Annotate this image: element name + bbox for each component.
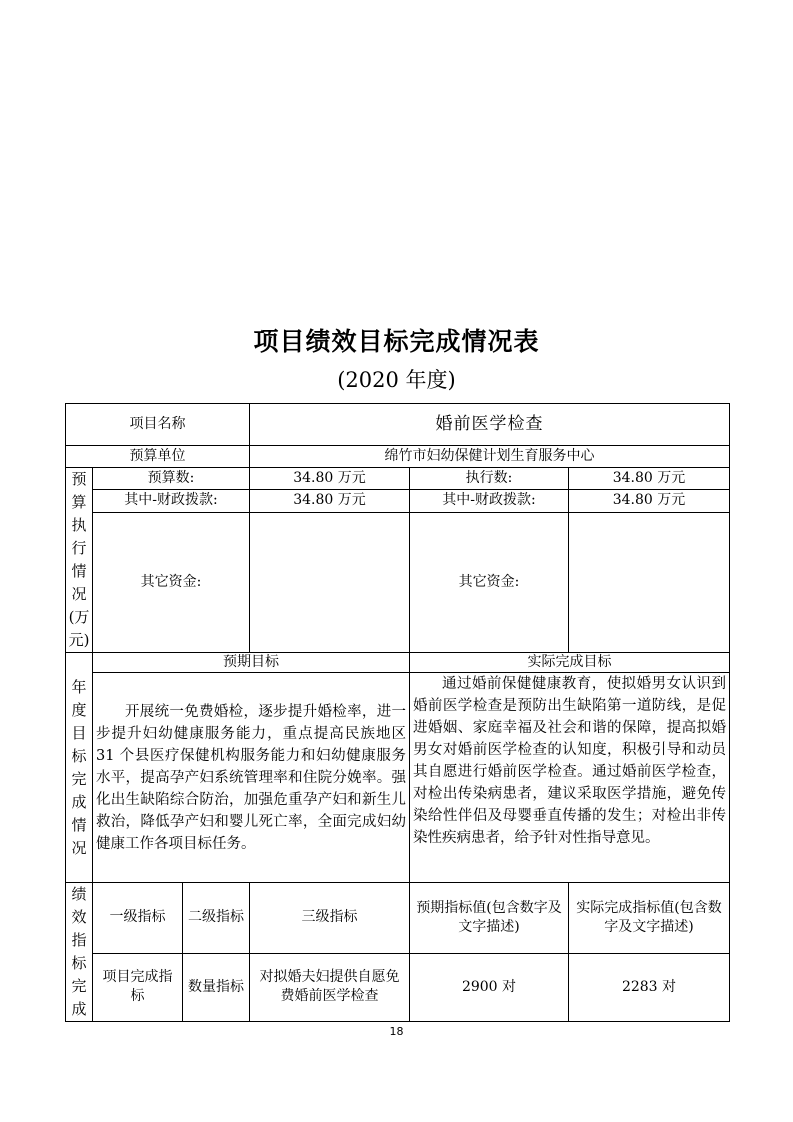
expected-goal-header: 预期目标 bbox=[93, 653, 410, 673]
budget-side-char: 情 bbox=[71, 562, 87, 580]
performance-side-char: 成 bbox=[71, 1000, 87, 1018]
budget-side-char: 算 bbox=[71, 493, 87, 511]
annual-goal-side-label bbox=[66, 653, 93, 883]
page-title: 项目绩效目标完成情况表 bbox=[253, 327, 540, 356]
row-level3: 对拟婚夫妇提供自愿免费婚前医学检查 bbox=[250, 953, 410, 1022]
budget-unit-value: 绵竹市妇幼保健计划生育服务中心 bbox=[250, 446, 730, 468]
annual-goal-side-char: 成 bbox=[71, 792, 87, 811]
page-subtitle: (2020 年度) bbox=[337, 368, 456, 392]
project-name-label: 项目名称 bbox=[66, 404, 250, 446]
header-expected-value: 预期指标值(包含数字及文字描述) bbox=[410, 883, 569, 954]
other-funds-value-1 bbox=[250, 512, 410, 652]
annual-goal-side-char: 标 bbox=[71, 746, 87, 765]
annual-goal-side-char: 目 bbox=[71, 723, 87, 742]
header-level1: 一级指标 bbox=[93, 883, 183, 954]
budget-side-char: 执 bbox=[71, 516, 87, 534]
budget-side-char: 预 bbox=[71, 470, 87, 488]
annual-goal-side-char: 年 bbox=[71, 677, 87, 696]
fiscal-value-1: 34.80 万元 bbox=[250, 490, 410, 512]
expected-goal-text: 开展统一免费婚检，逐步提升婚检率，进一步提升妇幼健康服务能力，重点提高民族地区 31 个县医疗保健机构服务能力和妇幼健康服务水平，提高孕产妇系统管理率和住院分娩率。强化出生缺陷综合防治，加强危重孕产妇和新生儿救治，降低孕产妇和婴儿死亡率，全面完成妇幼健康工作各项目标任务。 bbox=[93, 673, 410, 883]
budget-side-label bbox=[66, 468, 93, 653]
row-expected-value: 2900 对 bbox=[410, 953, 569, 1022]
header-level3: 三级指标 bbox=[250, 883, 410, 954]
fiscal-label-1: 其中-财政拨款: bbox=[93, 490, 250, 512]
header-level2: 二级指标 bbox=[183, 883, 250, 954]
other-funds-label-1: 其它资金: bbox=[93, 512, 250, 652]
performance-side-char: 指 bbox=[71, 931, 87, 949]
budget-amount-value: 34.80 万元 bbox=[250, 468, 410, 490]
budget-unit-label: 预算单位 bbox=[66, 446, 250, 468]
budget-side-char: (万 bbox=[68, 608, 90, 626]
performance-table bbox=[65, 403, 730, 1022]
performance-side-label bbox=[66, 883, 93, 1022]
other-funds-label-2: 其它资金: bbox=[410, 512, 569, 652]
other-funds-value-2 bbox=[569, 512, 730, 652]
budget-side-char: 元) bbox=[68, 631, 90, 649]
project-name-value: 婚前医学检查 bbox=[250, 404, 730, 446]
row-level1: 项目完成指标 bbox=[93, 953, 183, 1022]
annual-goal-side-char: 情 bbox=[71, 815, 87, 834]
fiscal-label-2: 其中-财政拨款: bbox=[410, 490, 569, 512]
budget-side-char: 行 bbox=[71, 539, 87, 557]
performance-side-char: 绩 bbox=[71, 885, 87, 903]
row-level2: 数量指标 bbox=[183, 953, 250, 1022]
row-actual-value: 2283 对 bbox=[569, 953, 730, 1022]
page-number: 18 bbox=[389, 1025, 404, 1038]
fiscal-value-2: 34.80 万元 bbox=[569, 490, 730, 512]
budget-side-char: 况 bbox=[71, 585, 87, 603]
annual-goal-side-char: 况 bbox=[71, 838, 87, 857]
actual-goal-header: 实际完成目标 bbox=[410, 653, 730, 673]
exec-amount-label: 执行数: bbox=[410, 468, 569, 490]
actual-goal-text: 通过婚前保健健康教育，使拟婚男女认识到婚前医学检查是预防出生缺陷第一道防线，是促进婚姻、家庭幸福及社会和谐的保障，提高拟婚男女对婚前医学检查的认知度，积极引导和动员其自愿进行婚前医学检查。通过婚前医学检查，对检出传染病患者，建议采取医学措施，避免传染给性伴侣及母婴垂直传播的发生；对检出非传染性疾病患者，给予针对性指导意见。 bbox=[410, 673, 730, 883]
budget-amount-label: 预算数: bbox=[93, 468, 250, 490]
annual-goal-side-char: 度 bbox=[71, 700, 87, 719]
performance-side-char: 标 bbox=[71, 954, 87, 972]
exec-amount-value: 34.80 万元 bbox=[569, 468, 730, 490]
annual-goal-side-char: 完 bbox=[71, 769, 87, 788]
performance-side-char: 效 bbox=[71, 908, 87, 926]
performance-side-char: 完 bbox=[71, 977, 87, 995]
header-actual-value: 实际完成指标值(包含数字及文字描述) bbox=[569, 883, 730, 954]
